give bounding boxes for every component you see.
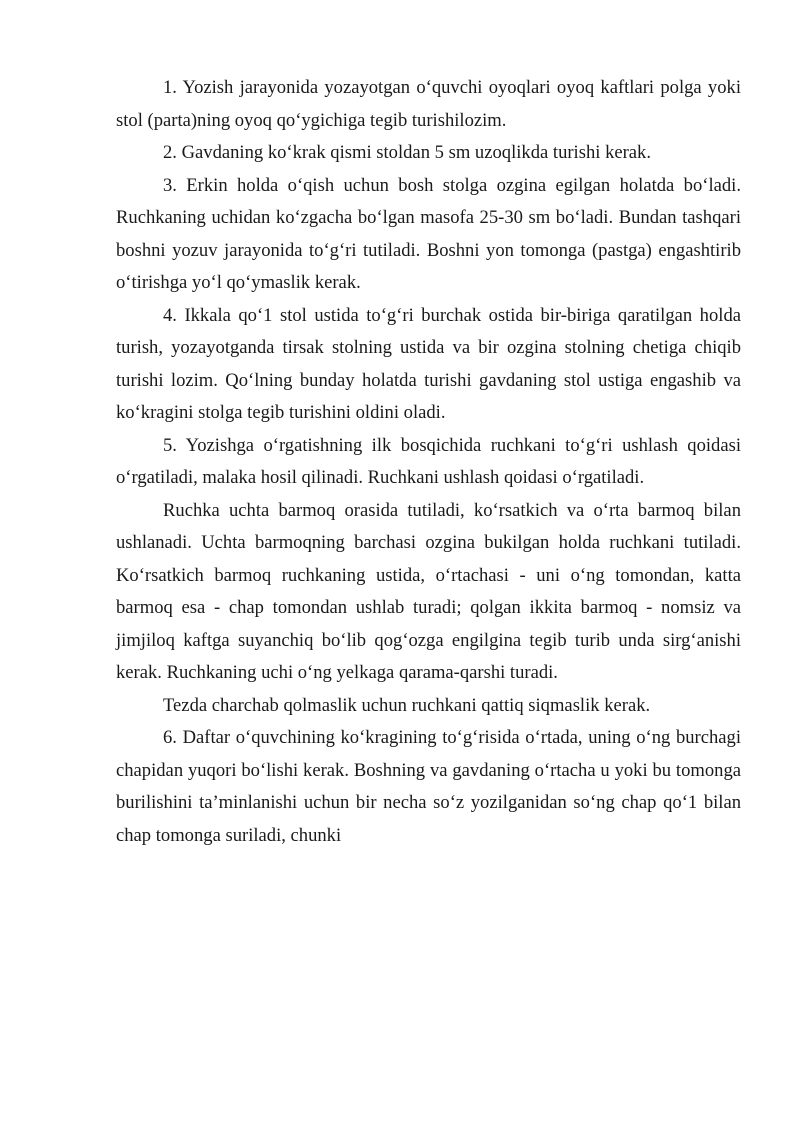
paragraph-3-head-position: 3. Erkin holda o‘qish uchun bosh stolga ozgina egilgan holatda bo‘ladi. Ruchkaning uchidan ko‘zgacha bo‘lgan masofa 25-30 sm bo‘ladi. Bundan tashqari boshni yozuv jarayonida to‘g‘ri tutiladi. Boshni yon tomonga (pastga) engashtirib o‘tirishga yo‘l qo‘ymaslik kerak. (116, 174, 741, 293)
paragraph-5-pen-holding-rule: 5. Yozishga o‘rgatishning ilk bosqichida ruchkani to‘g‘ri ushlash qoidasi o‘rgatiladi, malaka hosil qilinadi. Ruchkani ushlash qoidasi o‘rgatiladi. (116, 434, 741, 488)
paragraph-pen-grip-pressure: Tezda charchab qolmaslik uchun ruchkani qattiq siqmaslik kerak. (163, 694, 651, 716)
paragraph-1-leg-position: 1. Yozish jarayonida yozayotgan o‘quvchi oyoqlari oyoq kaftlari polga yoki stol (parta)ning oyoq qo‘ygichiga tegib turishilozim. (116, 77, 741, 131)
paragraph-pen-fingers: Ruchka uchta barmoq orasida tutiladi, ko‘rsatkich va o‘rta barmoq bilan ushlanadi. Uchta barmoqning barchasi ozgina bukilgan holda ruchkani tutiladi. Ko‘rsatkich barmoq ruchkaning ustida, o‘rtachasi - uni o‘ng tomondan, katta barmoq esa - chap tomondan ushlab turadi; qolgan ikkita barmoq - nomsiz va jimjiloq kaftga suyanchiq bo‘lib qog‘ozga engilgina tegib turib unda sirg‘anishi kerak. Ruchkaning uchi o‘ng yelkaga qarama-qarshi turadi. (116, 499, 741, 683)
document-page (116, 72, 741, 852)
paragraph-6-notebook-position: 6. Daftar o‘quvchining ko‘kragining to‘g‘risida o‘rtada, uning o‘ng burchagi chapidan yuqori bo‘lishi kerak. Boshning va gavdaning o‘rtacha u yoki bu tomonga burilishini ta’minlanishi uchun bir necha so‘z yozilganidan so‘ng chap qo‘1 bilan chap tomonga suriladi, chunki (116, 727, 741, 846)
paragraph-4-hands-position: 4. Ikkala qo‘1 stol ustida to‘g‘ri burchak ostida bir-biriga qaratilgan holda turish, yozayotganda tirsak stolning ustida va bir ozgina stolning chetiga chiqib turishi lozim. Qo‘lning bunday holatda turishi gavdaning stol ustiga engashib va ko‘kragini stolga tegib turishini oldini oladi. (116, 304, 741, 423)
paragraph-2-chest-distance: 2. Gavdaning ko‘krak qismi stoldan 5 sm uzoqlikda turishi kerak. (163, 142, 652, 163)
